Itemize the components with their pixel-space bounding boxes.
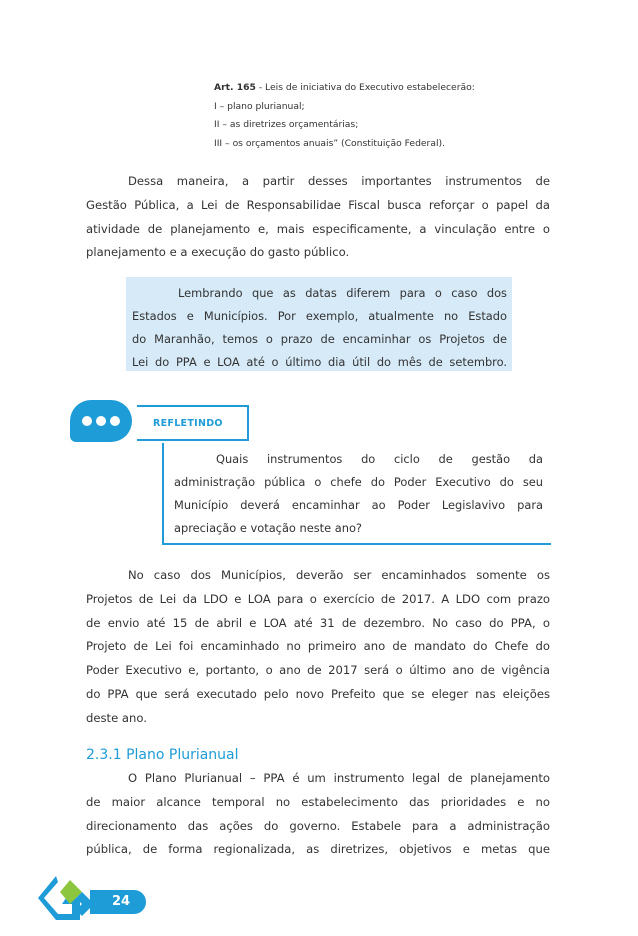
quote-line: III – os orçamentos anuais” (Constituição Federal). <box>214 137 446 149</box>
speech-bubble-icon <box>70 400 132 442</box>
callout-line: do Maranhão, temos o prazo de encaminhar os Projetos de <box>132 332 507 346</box>
paragraph-line: Gestão Pública, a Lei de Responsabilidae Fiscal busca reforçar o papel da <box>86 197 550 212</box>
paragraph-line: O Plano Plurianual – PPA é um instrumento legal de planejamento <box>128 771 550 785</box>
refletindo-line: Quais instrumentos do ciclo de gestão da <box>216 452 543 466</box>
quote-line-1 <box>214 79 534 98</box>
paragraph-line: Projeto de Lei foi encaminhado no primeiro ano de mandato do Chefe do <box>86 639 550 654</box>
quote-line: II – as diretrizes orçamentárias; <box>214 119 359 130</box>
callout-line: Lei do PPA e LOA até o último dia útil do mês de setembro. <box>132 355 507 369</box>
paragraph-line: direcionamento das ações do governo. Estabele para a administração <box>86 818 550 833</box>
paragraph-line: de envio até 15 de abril e LOA até 31 de dezembro. No caso do PPA, o <box>86 615 550 630</box>
callout-line: Lembrando que as datas diferem para o caso dos <box>178 286 507 300</box>
paragraph-line: atividade de planejamento e, mais especificamente, a vinculação entre o <box>86 221 550 236</box>
publisher-logo-icon <box>36 874 100 924</box>
paragraph-line: planejamento e a execução do gasto público. <box>86 245 350 260</box>
paragraph-line: do PPA que será executado pelo novo Prefeito que se eleger nas eleições <box>86 686 550 701</box>
quote-line: I – plano plurianual; <box>214 100 305 112</box>
paragraph-line: No caso dos Municípios, deverão ser encaminhados somente os <box>128 568 550 582</box>
paragraph-line: pública, de forma regionalizada, as diretrizes, objetivos e metas que <box>86 842 550 857</box>
constitution-quote <box>214 79 534 153</box>
section-title: 2.3.1 Plano Plurianual <box>86 747 239 763</box>
refletindo-line: Município deverá encaminhar ao Poder Legislavivo para <box>174 498 543 512</box>
quote-line-1-rest: - Leis de iniciativa do Executivo estabelecerão: <box>255 82 475 93</box>
paragraph-2 <box>86 564 550 731</box>
paragraph-1 <box>86 170 550 265</box>
quote-bold-label: Art. 165 <box>214 82 256 93</box>
paragraph-line: Dessa maneira, a partir desses importantes instrumentos de <box>128 174 550 188</box>
paragraph-line: Poder Executivo e, portanto, o ano de 2017 será o último ano de vigência <box>86 663 550 678</box>
paragraph-line: Projetos de Lei da LDO e LOA para o exercício de 2017. A LDO com prazo <box>86 591 550 606</box>
callout-line: Estados e Municípios. Por exemplo, atualmente no Estado <box>132 309 507 323</box>
refletindo-label: REFLETINDO <box>137 405 249 441</box>
refletindo-box <box>162 443 551 545</box>
refletindo-line: apreciação e votação neste ano? <box>174 521 362 535</box>
paragraph-line: deste ano. <box>86 710 147 725</box>
page-number-badge: 24 <box>90 890 146 914</box>
paragraph-line: de maior alcance temporal no estabelecimento das prioridades e no <box>86 794 550 809</box>
highlight-callout <box>126 277 512 371</box>
refletindo-line: administração pública o chefe do Poder Executivo do seu <box>174 475 543 489</box>
paragraph-3 <box>86 767 550 862</box>
